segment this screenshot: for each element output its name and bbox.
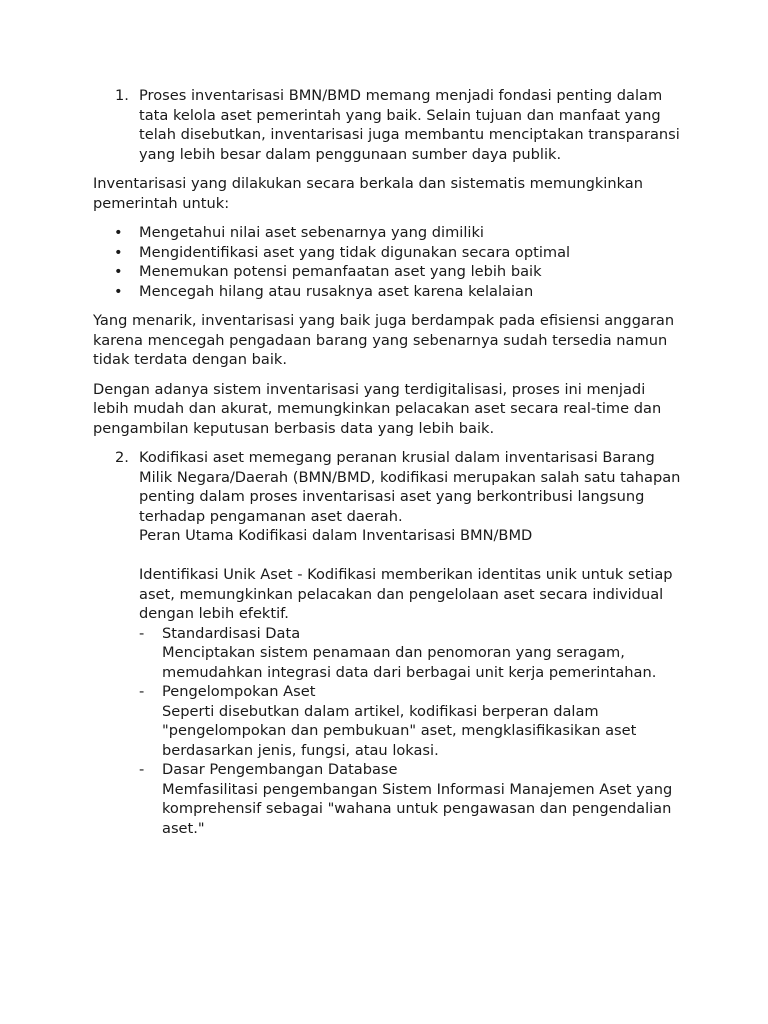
- dash-item-body: Seperti disebutkan dalam artikel, kodifikasi berperan dalam "pengelompokan dan pembukuan" aset, mengklasifikasikan aset berdasarkan jenis, fungsi, atau lokasi.: [162, 702, 637, 759]
- item-text: [139, 448, 683, 838]
- numbered-item-2: [93, 448, 683, 838]
- dash-icon: -: [139, 624, 145, 642]
- dash-item-database: [139, 760, 683, 838]
- numbered-item-1: [93, 86, 683, 164]
- bullet-list: [93, 223, 683, 301]
- subheading: Peran Utama Kodifikasi dalam Inventarisasi BMN/BMD: [139, 527, 533, 544]
- item-number: 1.: [115, 87, 129, 104]
- dash-item-pengelompokan: [139, 682, 683, 760]
- item-number: 2.: [115, 449, 129, 466]
- paragraph-efisiensi: Yang menarik, inventarisasi yang baik juga berdampak pada efisiensi anggaran karena mencegah pengadaan barang yang sebenarnya sudah tersedia namun tidak terdata dengan baik.: [93, 312, 675, 368]
- dash-item-title: Dasar Pengembangan Database: [162, 761, 398, 778]
- paragraph-digitalisasi: Dengan adanya sistem inventarisasi yang terdigitalisasi, proses ini menjadi lebih mudah dan akurat, memungkinkan pelacakan aset secara real-time dan pengambilan keputusan berbasis data yang lebih baik.: [93, 380, 662, 437]
- item-text: Proses inventarisasi BMN/BMD memang menjadi fondasi penting dalam tata kelola aset pemerintah yang baik. Selain tujuan dan manfaat yang telah disebutkan, inventarisasi juga membantu menciptakan transparansi yang lebih besar dalam penggunaan sumber daya publik.: [139, 87, 680, 163]
- list-item: • Menemukan potensi pemanfaatan aset yang lebih baik: [93, 262, 683, 282]
- list-item: • Mencegah hilang atau rusaknya aset karena kelalaian: [93, 282, 683, 302]
- blank-line: [139, 546, 683, 566]
- bullet-icon: •: [114, 263, 123, 280]
- bullet-icon: •: [114, 282, 123, 300]
- dash-item-standardisasi: [139, 624, 683, 683]
- dash-icon: -: [139, 683, 145, 700]
- bullet-icon: •: [114, 224, 123, 241]
- dash-item-title: Standardisasi Data: [162, 624, 301, 642]
- dash-item-title: Pengelompokan Aset: [162, 683, 316, 700]
- paragraph-inventarisasi: Inventarisasi yang dilakukan secara berkala dan sistematis memungkinkan pemerintah untuk:: [93, 175, 644, 212]
- bullet-icon: •: [114, 243, 123, 261]
- dash-icon: -: [139, 761, 145, 778]
- identifikasi-text: Identifikasi Unik Aset - Kodifikasi memberikan identitas unik untuk setiap aset, memungkinkan pelacakan dan pengelolaan aset secara individual dengan lebih efektif.: [139, 566, 673, 622]
- list-item: • Mengidentifikasi aset yang tidak digunakan secara optimal: [93, 243, 683, 263]
- dash-item-body: Menciptakan sistem penamaan dan penomoran yang seragam, memudahkan integrasi data dari berbagai unit kerja pemerintahan.: [162, 644, 657, 681]
- dash-item-body: Memfasilitasi pengembangan Sistem Informasi Manajemen Aset yang komprehensif sebagai "wahana untuk pengawasan dan pengendalian aset.": [162, 780, 673, 837]
- kodifikasi-text: Kodifikasi aset memegang peranan krusial dalam inventarisasi Barang Milik Negara/Daerah (BMN/BMD, kodifikasi merupakan salah satu tahapan penting dalam proses inventarisasi aset yang berkontribusi langsung terhadap pengamanan aset daerah.: [139, 449, 681, 525]
- document-page: [93, 86, 683, 838]
- list-item: • Mengetahui nilai aset sebenarnya yang dimiliki: [93, 223, 683, 243]
